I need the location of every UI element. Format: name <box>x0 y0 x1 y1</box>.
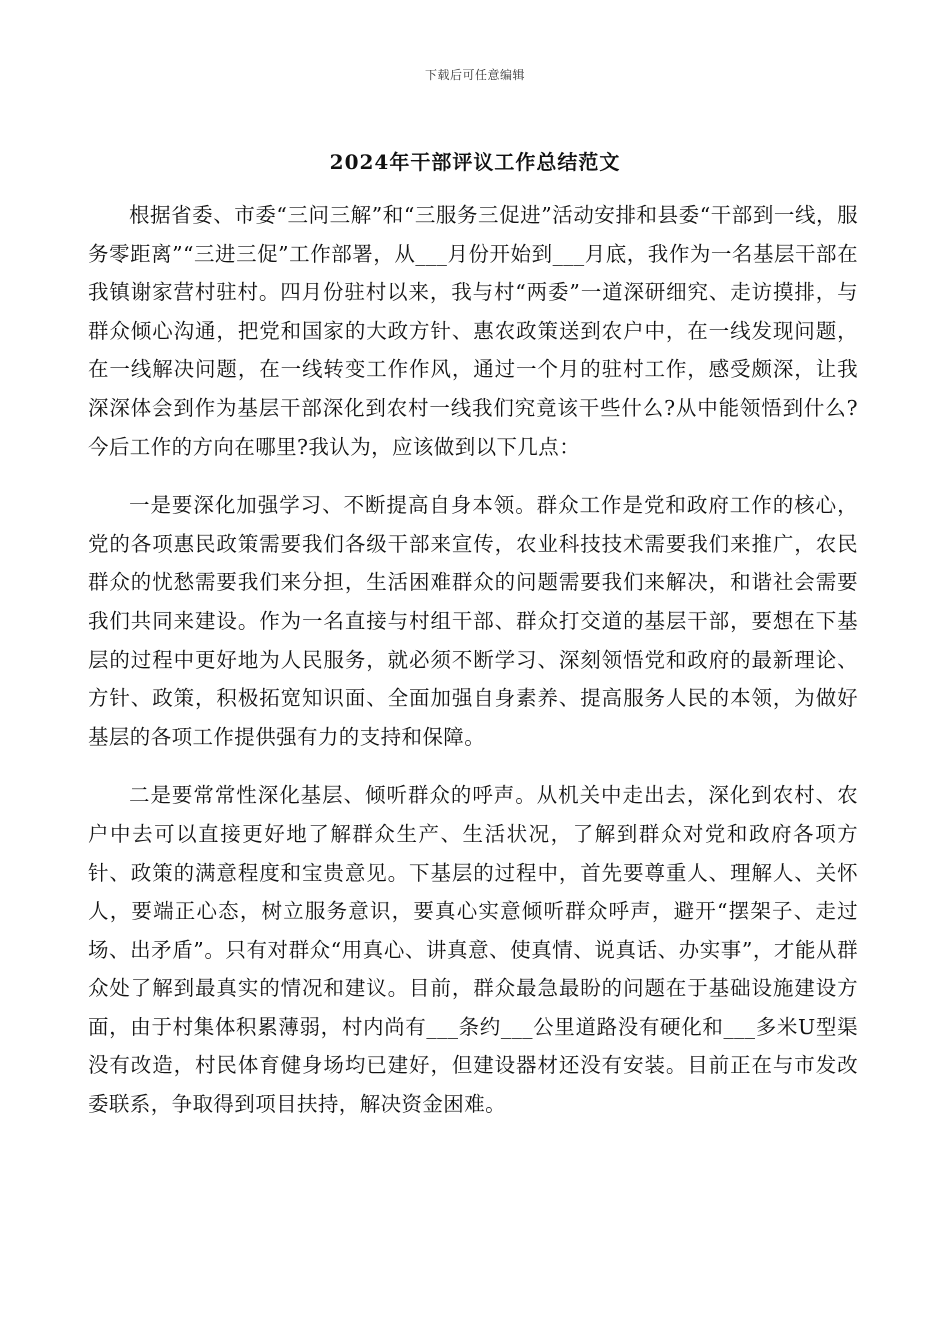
paragraph-point-one: 一是要深化加强学习、不断提高自身本领。群众工作是党和政府工作的核心，党的各项惠民政策需要我们各级干部来宣传，农业科技技术需要我们来推广，农民群众的忧愁需要我们来分担，生活困难群众的问题需要我们来解决，和谐社会需要我们共同来建设。作为一名直接与村组干部、群众打交道的基层干部，要想在下基层的过程中更好地为人民服务，就必须不断学习、深刻领悟党和政府的最新理论、方针、政策，积极拓宽知识面、全面加强自身素养、提高服务人民的本领，为做好基层的各项工作提供强有力的支持和保障。 <box>88 493 858 749</box>
paragraph-point-two: 二是要常常性深化基层、倾听群众的呼声。从机关中走出去，深化到农村、农户中去可以直接更好地了解群众生产、生活状况，了解到群众对党和政府各项方针、政策的满意程度和宝贵意见。下基层的过程中，首先要尊重人、理解人、关怀人，要端正心态，树立服务意识，要真心实意倾听群众呼声，避开“摆架子、走过场、出矛盾”。只有对群众“用真心、讲真意、使真情、说真话、办实事”，才能从群众处了解到最真实的情况和建议。目前，群众最急最盼的问题在于基础设施建设方面，由于村集体积累薄弱，村内尚有___条约___公里道路没有硬化和___多米U型渠没有改造，村民体育健身场均已建好，但建设器材还没有安装。目前正在与市发改委联系，争取得到项目扶持，解决资金困难。 <box>88 783 858 1117</box>
header-note: 下载后可任意编辑 <box>424 68 525 82</box>
document-body <box>88 196 858 1144</box>
paragraph-intro: 根据省委、市委“三问三解”和“三服务三促进”活动安排和县委“干部到一线，服务零距离”“三进三促”工作部署，从___月份开始到___月底，我作为一名基层干部在我镇谢家营村驻村。四月份驻村以来，我与村“两委”一道深研细究、走访摸排，与群众倾心沟通，把党和国家的大政方针、惠农政策送到农户中，在一线发现问题，在一线解决问题，在一线转变工作作风，通过一个月的驻村工作，感受颇深，让我深深体会到作为基层干部深化到农村一线我们究竟该干些什么?从中能领悟到什么?今后工作的方向在哪里?我认为，应该做到以下几点： <box>88 203 858 459</box>
document-title: 2024年干部评议工作总结范文 <box>329 150 621 174</box>
